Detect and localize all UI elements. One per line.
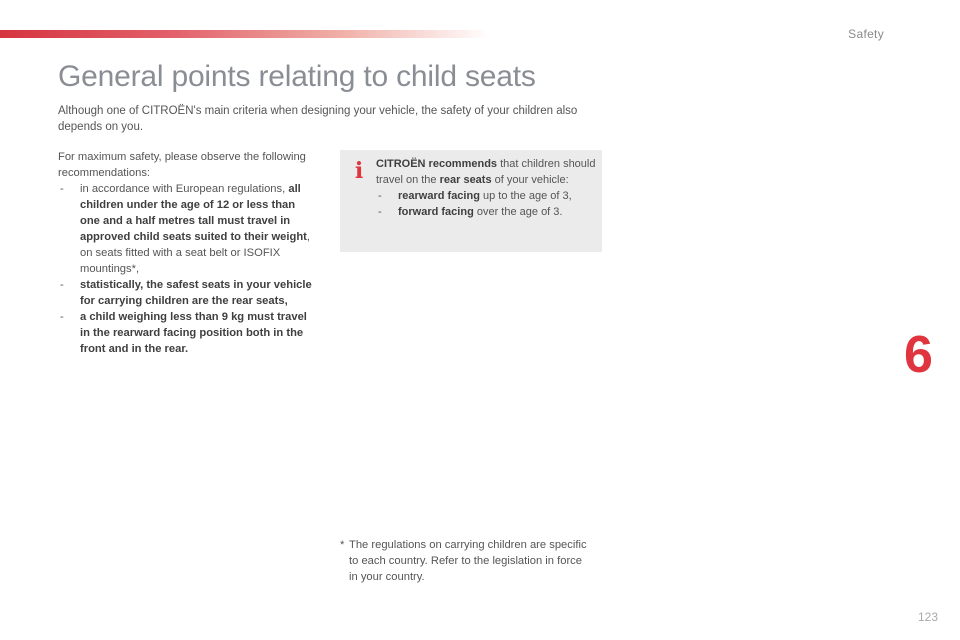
info-list	[376, 188, 598, 220]
info-box	[340, 150, 602, 252]
list-item	[58, 309, 318, 357]
item-suffix: , on seats fitted with a seat belt or ISOFIX mountings*,	[80, 231, 311, 275]
footnote	[340, 537, 590, 585]
info-item-text: up to the age of 3,	[479, 190, 572, 202]
info-lead-mid: that children should travel on the	[376, 158, 596, 186]
list-item	[376, 188, 598, 204]
list-item	[376, 204, 598, 220]
item-prefix: in accordance with European regulations,	[80, 183, 289, 195]
recommendations-list	[58, 181, 318, 357]
info-item-text: over the age of 3.	[473, 206, 563, 218]
item-bold-text: all children under the age of 12 or less than one and a half metres tall must travel in approved child seats suited to their weight	[80, 183, 307, 243]
recommendations-lead: For maximum safety, please observe the following recommendations:	[58, 151, 306, 179]
list-item	[58, 277, 318, 309]
recommendations-column	[58, 149, 318, 357]
footnote-text: The regulations on carrying children are specific to each country. Refer to the legislation in force in your country.	[349, 539, 587, 583]
info-item-bold: forward facing	[398, 206, 474, 218]
header-accent-bar	[0, 30, 490, 38]
chapter-number: 6	[904, 326, 933, 384]
list-item	[58, 181, 318, 277]
section-label: Safety	[848, 27, 884, 41]
info-lead-end: of your vehicle:	[491, 174, 569, 186]
info-lead-bold-2: rear seats	[439, 174, 492, 186]
info-icon: i	[354, 158, 364, 184]
item-bold-text: statistically, the safest seats in your vehicle for carrying children are the rear seats,	[80, 279, 312, 307]
info-lead-bold: CITROËN recommends	[376, 158, 498, 170]
info-item-bold: rearward facing	[398, 190, 480, 202]
page-title: General points relating to child seats	[58, 60, 536, 93]
info-text	[376, 156, 598, 220]
item-bold-text: a child weighing less than 9 kg must travel in the rearward facing position both in the front and in the rear.	[80, 311, 307, 355]
intro-paragraph: Although one of CITROËN's main criteria when designing your vehicle, the safety of your children also depends on you.	[58, 105, 578, 133]
info-lead	[376, 156, 598, 188]
page-number: 123	[917, 610, 938, 624]
footnote-marker: *	[340, 539, 345, 551]
